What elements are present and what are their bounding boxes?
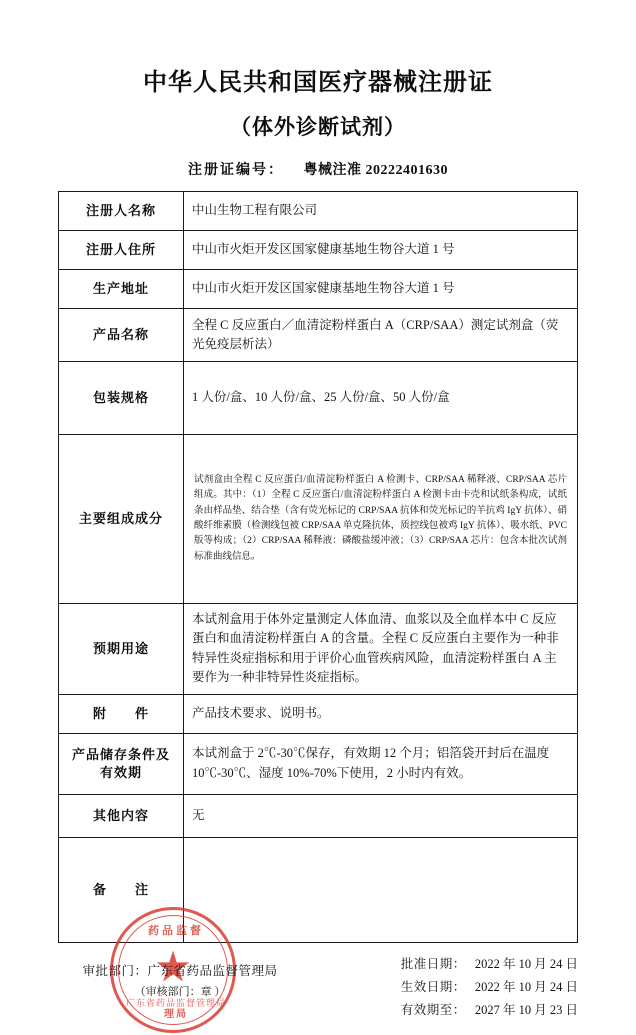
date-block [401,953,578,1022]
certificate-number-value: 粤械注准 20222401630 [303,163,448,178]
certificate-table [58,191,578,943]
approval-authority [60,961,300,999]
seal-arc-bottom-text: 理局 [164,1008,188,1020]
seal-mid-text: 广东省药品监督管理局 [125,997,226,1008]
row-value-registrant-name: 中山生物工程有限公司 [184,192,578,231]
row-value-package-spec: 1 人份/盒、10 人份/盒、25 人份/盒、50 人份/盒 [184,362,578,435]
table-row [59,309,578,362]
approval-date-label: 批准日期： [400,956,466,971]
row-value-composition: 试剂盒由全程 C 反应蛋白/血清淀粉样蛋白 A 检测卡、CRP/SAA 稀释液、CRP/SAA 芯片组成。其中：（1）全程 C 反应蛋白/血清淀粉样蛋白 A 检测卡由卡壳和试纸条构成，试纸条由样品垫、结合垫（含有荧光标记的 CRP/SAA 抗体和荧光标记的羊抗鸡 IgY 抗体）、硝酸纤维素膜（检测线包被 CRP/SAA 单克隆抗体，质控线包被鸡 IgY 抗体）、吸水纸、PVC 版等构成；（2）CRP/SAA 稀释液：磷酸盐缓冲液；（3）CRP/SAA 芯片：包含本批次试剂标准曲线信息。 [184,435,578,604]
row-label-intended-use: 预期用途 [59,604,184,695]
approval-date-value: 2022 年 10 月 24 日 [474,956,578,971]
effective-date-label: 生效日期： [400,979,466,994]
table-row [59,435,578,604]
effective-date-row [401,976,578,999]
row-label-package-spec: 包装规格 [59,362,184,435]
table-row [59,270,578,309]
row-value-production-address: 中山市火炬开发区国家健康基地生物谷大道 1 号 [184,270,578,309]
title-block [0,0,636,141]
seal-arc-top-text: 药品监督 [148,924,204,937]
table-row [59,794,578,837]
effective-date-value: 2022 年 10 月 24 日 [474,979,578,994]
row-label-remarks: 备 注 [59,837,184,942]
row-label-storage: 产品储存条件及有效期 [59,733,184,794]
expiry-date-value: 2027 年 10 月 23 日 [474,1002,578,1017]
table-row [59,231,578,270]
row-value-registrant-address: 中山市火炬开发区国家健康基地生物谷大道 1 号 [184,231,578,270]
certificate-number [0,159,636,179]
table-row [59,604,578,695]
expiry-date-label: 有效期至： [400,1002,466,1017]
row-label-other-content: 其他内容 [59,794,184,837]
row-value-attachment: 产品技术要求、说明书。 [184,694,578,733]
footer [58,924,578,1035]
approval-authority-line2: （审核部门：章 ） [134,985,226,998]
row-label-attachment: 附 件 [59,694,184,733]
table-row [59,733,578,794]
row-value-product-name: 全程 C 反应蛋白／血清淀粉样蛋白 A（CRP/SAA）测定试剂盒（荧光免疫层析法） [184,309,578,362]
row-value-other-content: 无 [184,794,578,837]
row-label-product-name: 产品名称 [59,309,184,362]
table-row [59,192,578,231]
table-row [59,362,578,435]
row-label-registrant-name: 注册人名称 [59,192,184,231]
row-label-production-address: 生产地址 [59,270,184,309]
row-value-storage: 本试剂盒于 2℃-30℃保存，有效期 12 个月；铝箔袋开封后在温度 10℃-30℃、湿度 10%-70%下使用，2 小时内有效。 [184,733,578,794]
row-label-composition: 主要组成成分 [59,435,184,604]
row-value-intended-use: 本试剂盒用于体外定量测定人体血清、血浆以及全血样本中 C 反应蛋白和血清淀粉样蛋白 A 的含量。全程 C 反应蛋白主要作为一种非特异性炎症指标和用于评价心血管疾病风险，血清淀粉样蛋白 A 主要作为一种非特异性炎症指标。 [184,604,578,695]
table-row [59,694,578,733]
expiry-date-row [401,999,578,1022]
approval-authority-line1: 审批部门：广东省药品监督管理局 [82,963,278,978]
page-title: 中华人民共和国医疗器械注册证 [143,70,493,96]
certificate-number-label: 注册证编号： [188,163,284,178]
approval-date-row [401,953,578,976]
row-value-remarks [184,837,578,942]
page-subtitle: （体外诊断试剂） [230,115,406,139]
row-label-registrant-address: 注册人住所 [59,231,184,270]
